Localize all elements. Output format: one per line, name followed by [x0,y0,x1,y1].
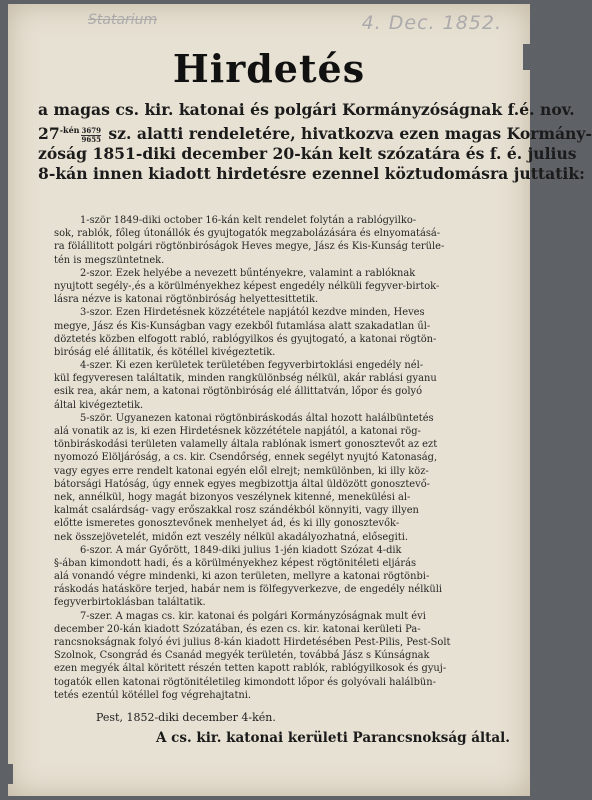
body-line: vagy egyes erre rendelt katonai egyén elől elrejt; nemkülönben, ki illy köz- [54,465,429,477]
body-line: nyujtott segély-,és a körülményekhez képest engedély nélküli fegyver-birtok- [54,280,440,292]
body-line: bátorsági Hatóság, úgy ennek egyes megbizottja által üldözött gonosztevő- [54,478,431,490]
signature: A cs. kir. katonai kerületi Parancsnokság által. [156,730,510,746]
body-line: Szolnok, Csongrád és Csanád megyék területén, továbbá Jász s Kúnságnak [54,650,430,662]
body-line: alá vonandó végre mindenki, ki azon területen, mellyre a katonai rögtönbi- [54,571,430,583]
intro-line-3: zóság 1851-diki december 20-kán kelt szózatára és f. é. julius [38,144,577,163]
body-line: ráskodás hatásköre terjed, habár nem is fölfegyverkezve, de engedély nélküli [54,584,443,596]
body-line: biróság elé állitatik, és kötéllel kivégeztetik. [54,346,276,358]
intro-line-1: a magas cs. kir. katonai és polgári Kormányzóságnak f.é. nov. [38,100,575,119]
body-line: alá vonatik az is, ki ezen Hirdetésnek közzététele napjától, a katonai rög- [54,426,421,437]
body-line: tönbiráskodási területen valamelly általa rablónak ismert gonosztevőt az ezt [54,439,438,451]
body-line: nek összejövetelét, midőn ezt veszély nélkül akadályozhatná, elősegiti. [54,531,409,543]
body-line: kalmát csalárdság- vagy erőszakkal rosz szándékból könnyiti, vagy illyen [54,505,419,517]
body-line: §-ában kimondott hadi, és a körülményekhez képest rögtönitéleti eljárás [54,557,417,569]
date-note: 4. Dec. 1852. [361,12,502,34]
body-line: 5-ször. Ugyanezen katonai rögtönbiráskodás által hozott halálbüntetés [80,412,434,424]
body-line: kül fegyveresen találtatik, minden rangkülönbség nélkül, akár rablási gyanu [54,373,437,385]
body-line: előtte ismeretes gonosztevőnek menhelyet ád, és ki illy gonosztevők- [54,518,400,530]
body-line: tetés ezentúl kötéllel fog végrehajtatni. [54,689,252,701]
poster-sheet [8,4,592,796]
fraction-bottom: 9655 [81,134,101,144]
body-line: ezen megyék által köritett részén tetten kapott rablók, rablógyilkosok és gyuj- [54,663,447,675]
body-line: döztetés közben elfogott rabló, rablógyilkos és gyujtogató, a katonai rögtön- [54,333,437,345]
issue-date: Pest, 1852-diki december 4-kén. [96,711,276,724]
intro-paragraph [38,100,592,184]
body-line: 6-szor. A már Győrött, 1849-diki julius 1-jén kiadott Szózat 4-dik [80,544,402,556]
fraction-top: 3679 [81,125,101,135]
intro-line-4: 8-kán innen kiadott hirdetésre ezennel köztudomásra juttatik: [38,164,585,183]
body-line: december 20-kán kiadott Szózatában, és ezen cs. kir. katonai kerületi Pa- [54,623,421,635]
intro-fraction [81,127,100,144]
body-line: nyomozó Elöljáróság, a cs. kir. Csendőrség, ennek segélyt nyujtó Katonaság, [54,452,438,464]
paper-tear [8,764,13,784]
body-line: 7-szer. A magas cs. kir. katonai és polgári Kormányzóságnak mult évi [80,610,426,622]
body-line: ra fölállitott polgári rögtönbiróságok Heves megye, Jász és Kis-Kunság terüle- [54,241,445,253]
body-line: sok, rablók, főleg útonállók és gyujtogatók megzabolázására és elnyomatásá- [54,228,441,240]
body-line: togatók ellen katonai rögtönitéletileg kimondott lőpor és golyóvali halálbün- [54,676,436,688]
body-line: 3-szor. Ezen Hirdetésnek közzététele napjától kezdve minden, Heves [80,307,425,319]
intro-line-2-text: sz. alatti rendeletére, hivatkozva ezen magas Kormány- [108,124,592,143]
body-line: 1-ször 1849-diki october 16-kán kelt rendelet folytán a rablógyilko- [80,215,417,226]
body-line: rancsnokságnak folyó évi julius 8-kán kiadott Hirdetésében Pest-Pilis, Pest-Solt [54,637,451,648]
body-line: megye, Jász és Kis-Kunságban vagy ezekből futamlása alatt szakadatlan űl- [54,320,431,332]
archive-note: Statarium [88,12,158,28]
paper-tear [523,44,530,70]
body-line: nek, annélkül, hogy magát bizonyos veszélynek kitenné, menekülési al- [54,491,411,503]
intro-day: 27 [38,124,60,143]
poster-title: Hirdetés [172,46,366,91]
intro-day-suffix: -kén [59,125,80,135]
body-line: 4-szer. Ki ezen kerületek területében fegyverbirtoklási engedély nél- [80,360,424,372]
body-line: esik rea, akár nem, a katonai rögtönbiróság elé állittatván, lőpor és golyó [54,386,423,398]
body-line: fegyverbirtoklásban találtatik. [54,597,206,609]
body-line: 2-szor. Ezek helyébe a nevezett bűntényekre, valamint a rablóknak [80,267,416,279]
intro-line-2 [38,120,592,144]
body-line: lásra nézve is katonai rögtönbiróság helyettesittetik. [54,294,319,306]
poster-body [54,214,480,702]
body-line: által kivégeztetik. [54,399,144,411]
body-line: tén is megszüntetnek. [54,254,165,266]
